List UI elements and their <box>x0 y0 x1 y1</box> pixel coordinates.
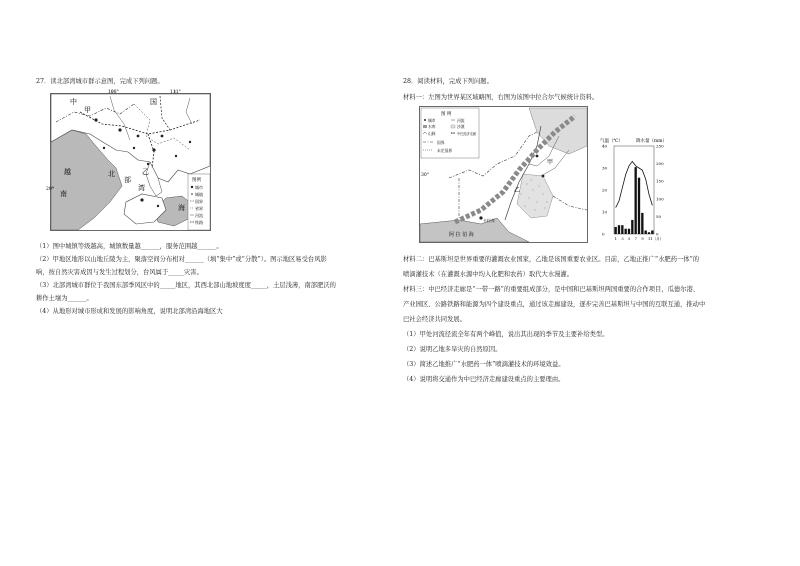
label-bu: 部 <box>124 176 131 184</box>
label-sea: 阿 拉 伯 海 <box>449 232 474 238</box>
label-yi: 乙 <box>514 187 521 194</box>
lat-30: 30° <box>421 173 429 178</box>
q28-q3: （3）简述乙地推广“水肥药一体”喷滴灌技术的环境效益。 <box>403 361 565 368</box>
legend-item: 未定国界 <box>437 148 453 153</box>
legend-item: 省界 <box>195 206 203 211</box>
label-wan: 湾 <box>138 184 145 192</box>
q28-material3-b: 产业园区、公路铁路和能源为四个建设重点，通过该走廊建设，逐步完善巴基斯坦与中国的互联互通，推动中 <box>403 301 706 308</box>
q27-q2a: （2）甲地区地形以山地丘陵为主，聚落空间分布相对______（填“集中”或“分散”）。图示地区易受台风影 <box>36 256 327 263</box>
label-jia: 甲 <box>547 159 554 166</box>
q28-body <box>403 254 705 385</box>
precip-bar <box>618 225 620 234</box>
precip-bar <box>628 229 630 234</box>
legend-item: 国界 <box>437 140 445 145</box>
q27-q3a: （3）北部湾城市群位于我国东部季风区中的_____地区，其西北部山地坡度度_____，土层浅薄，南部肥沃的 <box>36 282 336 289</box>
legend-item: 城市 <box>428 118 436 123</box>
month-tick: 11（月） <box>648 237 664 241</box>
legend-item: 铁路 <box>195 220 203 225</box>
q28-material1: 材料一：左图为世界某区域略图，右图为该图中拉合尔气候统计资料。 <box>403 94 599 101</box>
precip-tick: 100 <box>656 196 664 202</box>
label-hai: 海 <box>178 204 185 212</box>
q28-material3-c: 巴社会经济共同发展。 <box>403 316 466 323</box>
precip-axis-label: 降水量（mm） <box>636 139 668 144</box>
legend-item: 沙漠 <box>457 124 465 129</box>
q28-q2: （2）说明乙地多旱灾的自然原因。 <box>403 346 502 353</box>
temp-axis-label: 气温（℃） <box>600 139 624 144</box>
q28-map-legend <box>421 108 479 158</box>
label-jia: 甲 <box>84 106 91 114</box>
q27-q3b: 耕作土壤为______。 <box>36 295 93 302</box>
label-nan: 南 <box>60 190 67 198</box>
q27-questions <box>36 241 336 317</box>
legend-title: 图 例 <box>441 112 452 117</box>
label-zhong: 中 <box>70 98 77 106</box>
temp-tick: 10 <box>602 209 608 215</box>
precip-bar <box>648 232 650 234</box>
label-yue: 越 <box>64 168 71 176</box>
legend-title: 图例 <box>192 178 201 183</box>
precip-bar <box>635 167 637 234</box>
month-tick: 5 <box>628 237 631 241</box>
temp-tick: 20 <box>602 187 608 193</box>
precip-bar <box>645 230 647 234</box>
q27-q4: （4）从地形对城市形成和发展的影响角度，说明北部湾沿海地区大 <box>36 308 223 315</box>
legend-item: 河流 <box>195 213 203 218</box>
precip-bar <box>615 227 617 234</box>
lon-111: 111° <box>170 90 181 95</box>
label-yi: 乙 <box>142 168 149 176</box>
month-tick: 3 <box>621 237 624 241</box>
q28-material3-a: 材料三：中巴经济走廊是“一带一路”的重要组成部分，是中国和巴基斯坦两国重要的合作项目，瓜德尔港、 <box>403 286 700 293</box>
legend-item: 河流 <box>457 118 465 123</box>
month-tick: 1 <box>614 237 617 241</box>
q28-title: 28．阅读材料，完成下列问题。 <box>403 78 493 85</box>
legend-item: 城市 <box>195 185 203 190</box>
month-tick: 9 <box>641 237 644 241</box>
precip-tick: 250 <box>656 143 664 149</box>
q27-q1: （1）图中城镇等级越高，城镇数量越______，服务范围越______。 <box>36 243 223 250</box>
precip-bar <box>638 178 640 234</box>
legend-item: 中巴经济走廊 <box>457 132 477 136</box>
legend-item: 山脉 <box>428 131 436 136</box>
question-27 <box>36 76 164 87</box>
legend-item: 水库 <box>428 124 436 129</box>
month-tick: 7 <box>634 237 637 241</box>
q28-q4: （4）说明将交通作为中巴经济走廊建设重点的主要理由。 <box>403 376 565 383</box>
label-guo: 国 <box>150 98 157 106</box>
q28-q1: （1）甲处河流径流全年有两个峰值，说出其出现的季节及主要补给类型。 <box>403 331 609 338</box>
precip-bar <box>641 213 643 234</box>
precip-tick: 0 <box>656 231 659 237</box>
q27-title: 27．读北部湾城市群示意图，完成下列问题。 <box>36 78 164 85</box>
label-bei: 北 <box>108 170 115 178</box>
precip-tick: 50 <box>656 213 662 219</box>
q27-q2b: 响，按自然灾害成因与发生过程划分，台风属于_____灾害。 <box>36 269 203 276</box>
question-28 <box>403 76 598 103</box>
lon-108: 108° <box>108 90 119 95</box>
precip-bar <box>651 230 653 234</box>
climate-chart <box>600 136 674 244</box>
q27-map <box>46 90 212 232</box>
precip-tick: 150 <box>656 178 664 184</box>
temp-tick: 30 <box>602 165 608 171</box>
precip-tick: 200 <box>656 161 664 167</box>
q27-map-legend <box>188 174 210 230</box>
q28-map <box>419 106 589 244</box>
precip-bar <box>621 225 623 234</box>
legend-item: 城镇 <box>195 192 203 197</box>
q28-material2-a: 材料二：巴基斯坦是世界重要的灌溉农业国家，乙地是该国重要农业区。目前，乙地正推广“水肥药一体”的 <box>403 256 700 263</box>
label-city: 卡拉奇 <box>483 218 495 223</box>
temp-tick: 0 <box>602 231 605 237</box>
legend-item: 国界 <box>195 199 203 204</box>
temp-tick: 40 <box>602 143 608 149</box>
precip-bar <box>625 229 627 234</box>
lat-20: 20° <box>46 187 54 192</box>
precip-bar <box>631 220 633 234</box>
q28-material2-b: 喷滴灌技术（在灌溉水源中均入化肥和农药）取代大水漫灌。 <box>403 271 574 278</box>
